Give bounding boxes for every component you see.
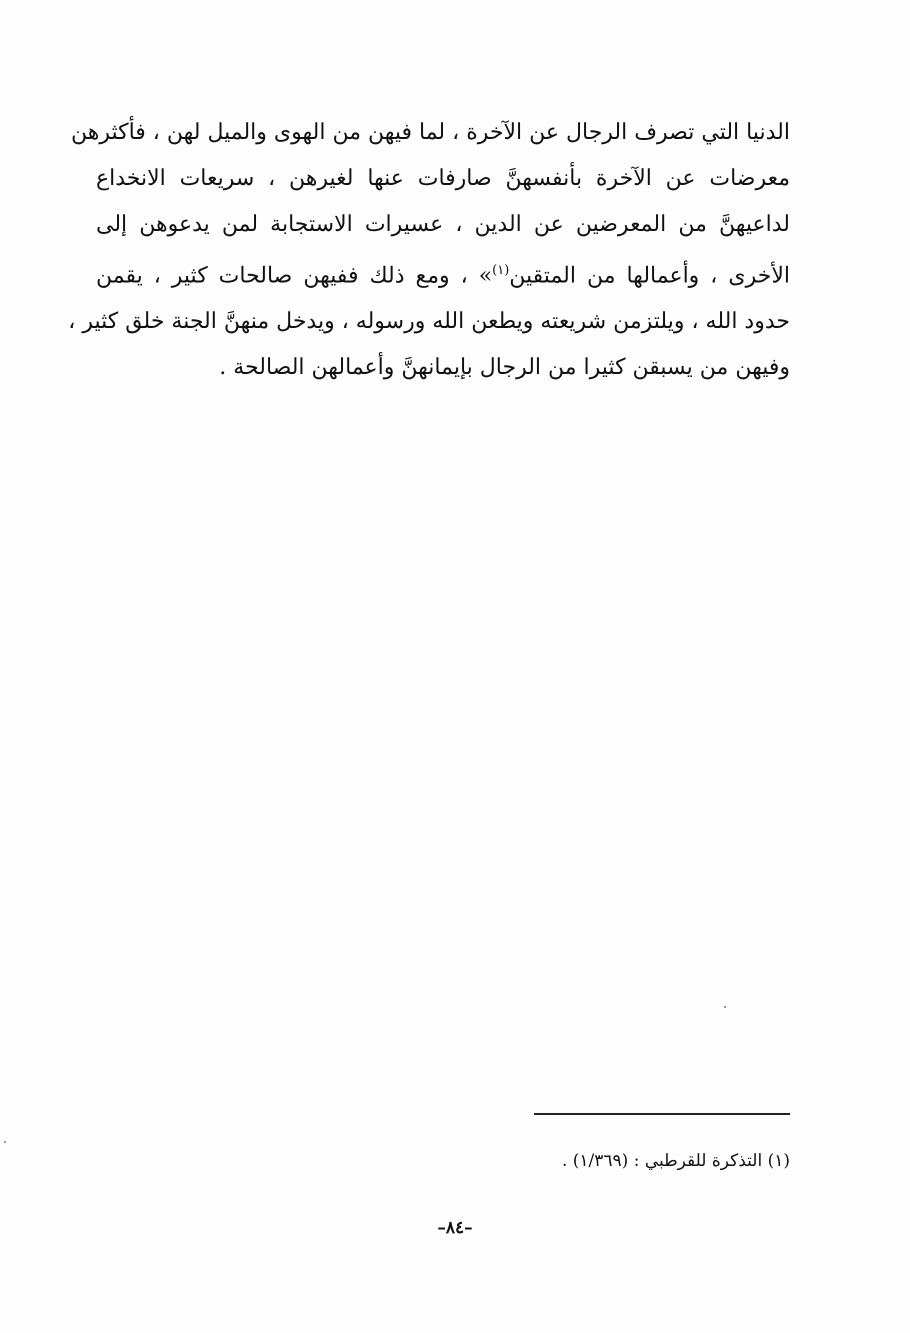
text-line-2: معرضات عن الآخرة بأنفسهنَّ صارفات عنها لغيرهن ، سريعات الانخداع xyxy=(96,166,790,191)
scan-speck xyxy=(4,1141,6,1143)
text-line-6: وفيهن من يسبقن كثيرا من الرجال بإيمانهنَّ وأعمالهن الصالحة . xyxy=(219,355,790,381)
text-line-4-tail: » ، ومع ذلك ففيهن صالحات كثير ، يقمن xyxy=(96,263,493,289)
text-line-5: حدود الله ، ويلتزمن شريعته ويطعن الله ورسوله ، ويدخل منهنَّ الجنة خلق كثير ، xyxy=(68,309,790,335)
page-number: –٨٤– xyxy=(437,1218,473,1238)
text-line-4-head: الأخرى ، وأعمالها من المتقين xyxy=(509,263,790,289)
footnote-divider xyxy=(534,1113,790,1115)
footnote-reference[interactable]: (١) xyxy=(492,263,510,278)
text-line-4 xyxy=(96,248,790,299)
text-line-3: لداعيهنَّ من المعرضين عن الدين ، عسيرات الاستجابة لمن يدعوهن إلى xyxy=(96,212,790,237)
body-paragraph xyxy=(68,110,790,391)
footnote: (١) التذكرة للقرطبي : (١/٣٦٩) . xyxy=(561,1151,790,1171)
scan-speck xyxy=(724,1006,726,1008)
text-line-1: الدنيا التي تصرف الرجال عن الآخرة ، لما فيهن من الهوى والميل لهن ، فأكثرهن xyxy=(70,120,790,145)
